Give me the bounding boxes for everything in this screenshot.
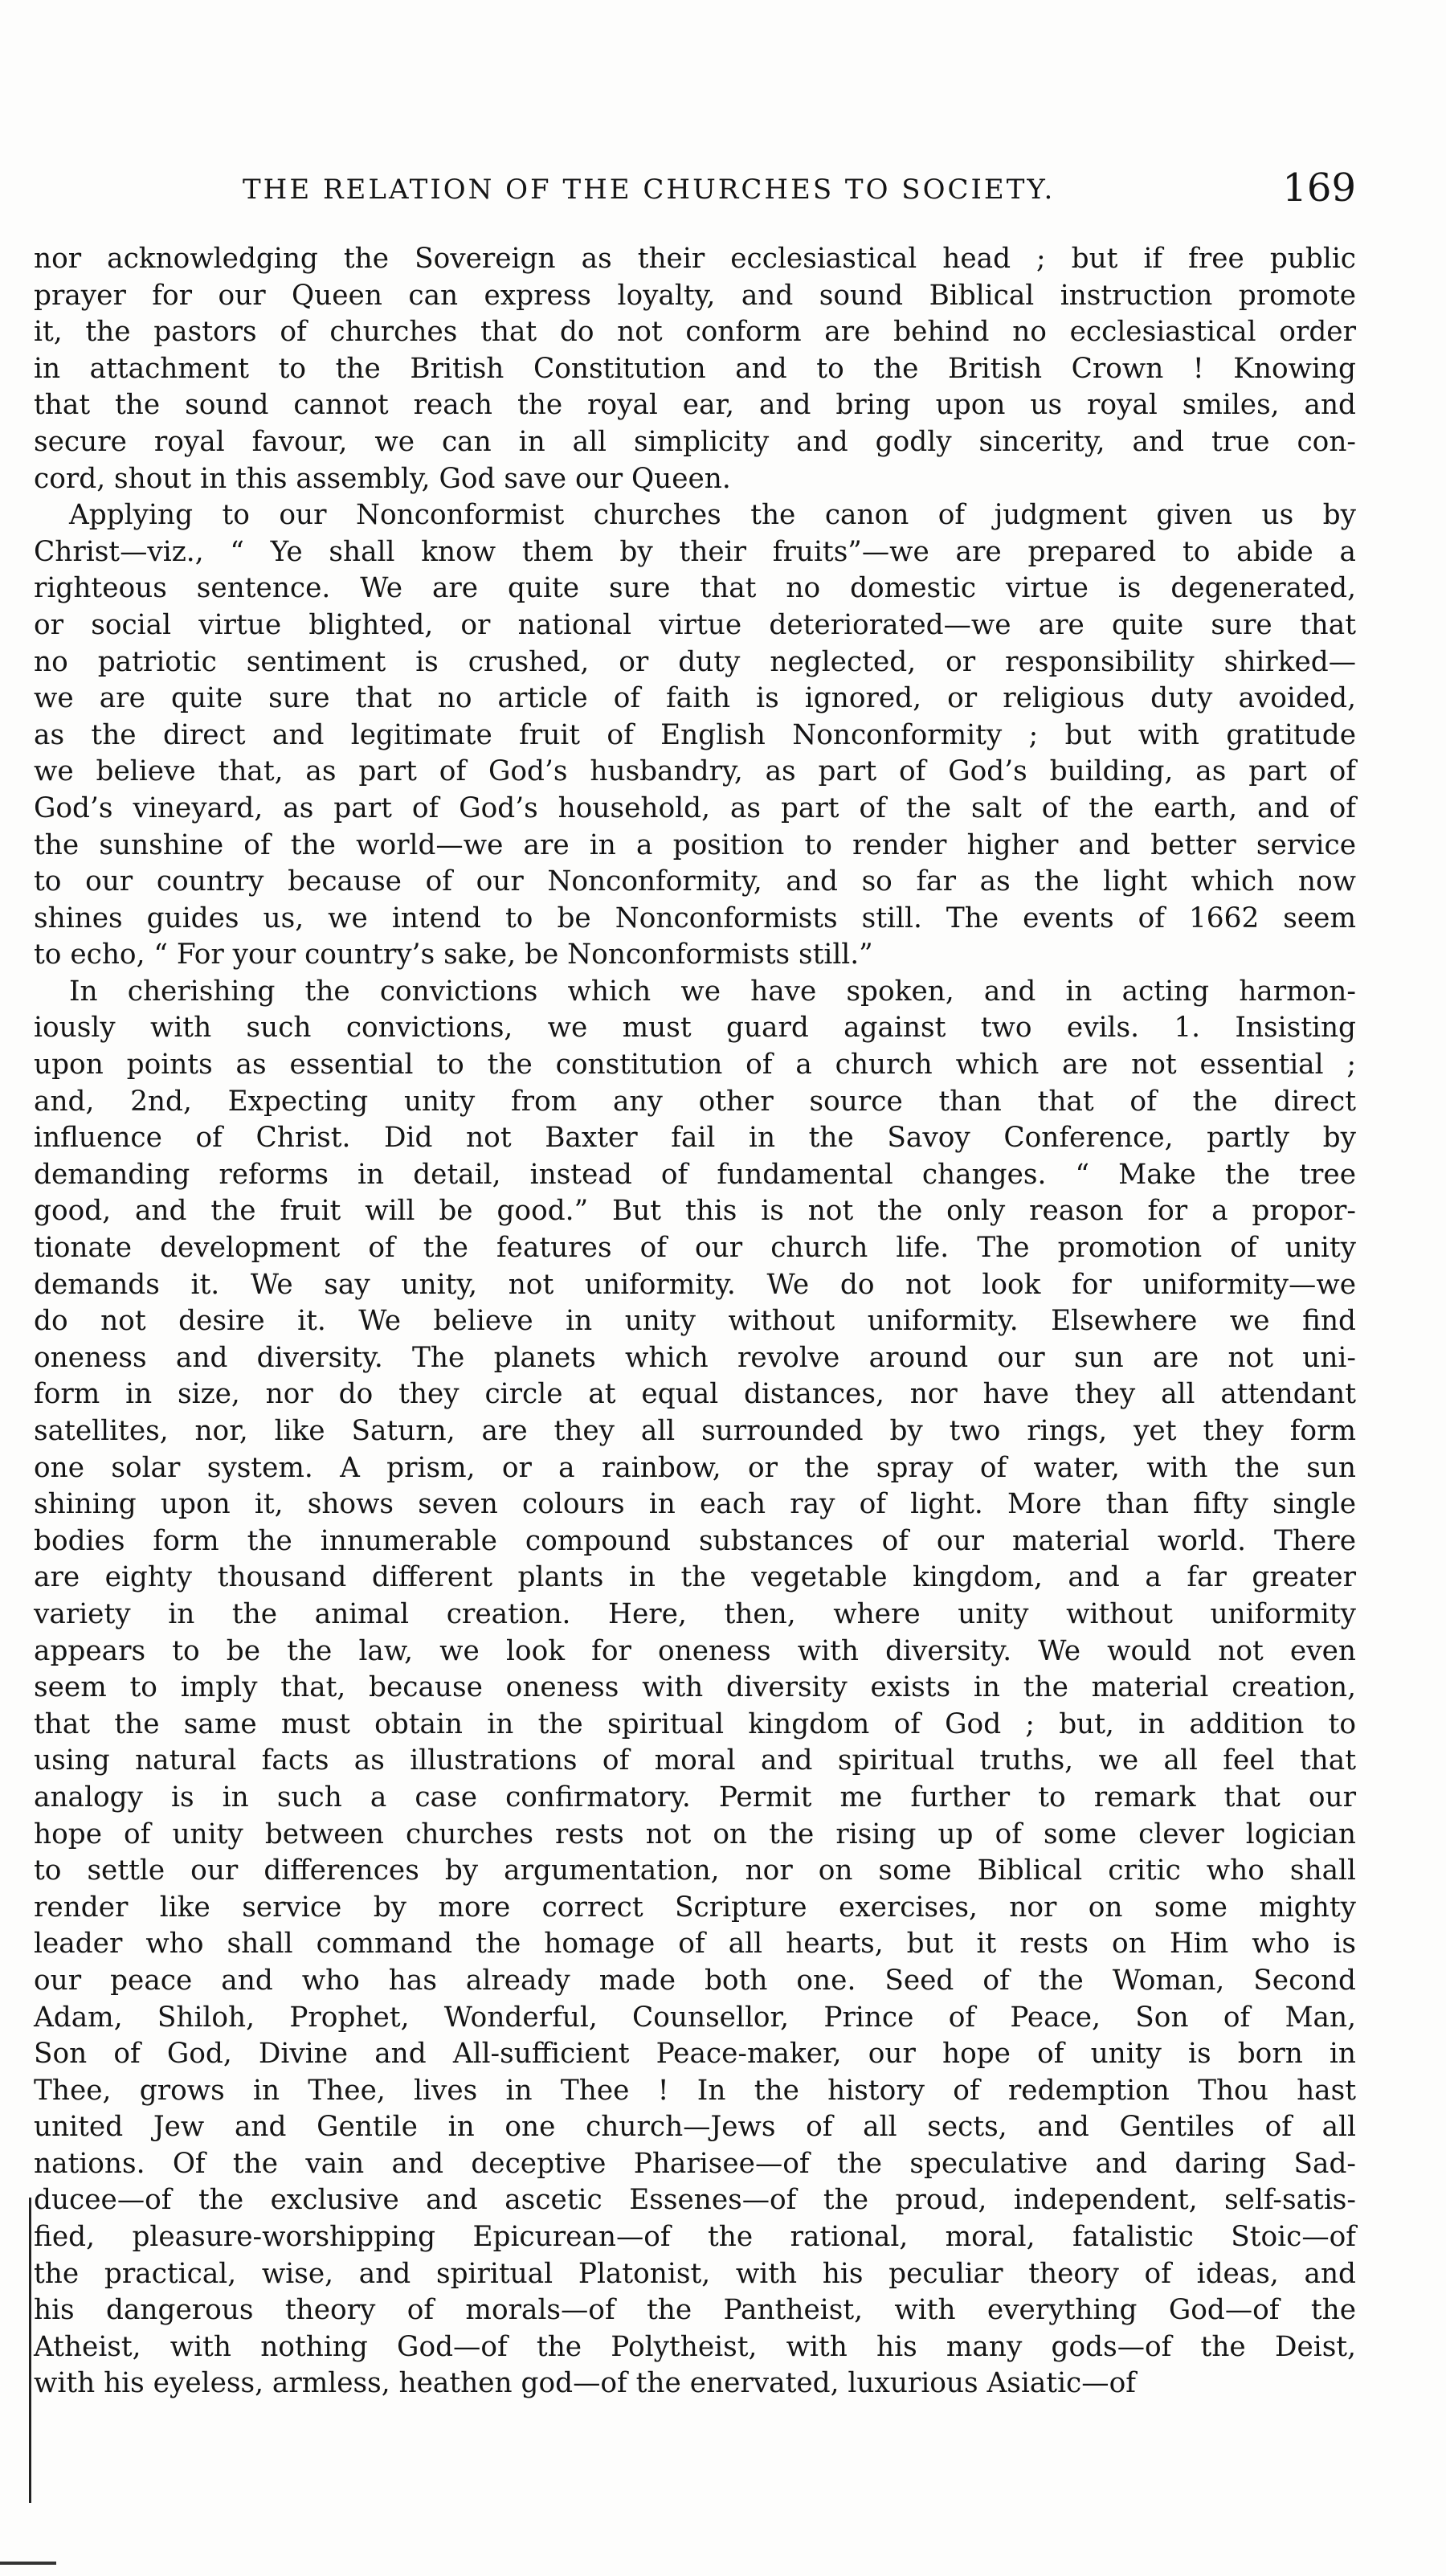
text-line: shines guides us, we intend to be Nonconformists still. The events of 1662 seem bbox=[34, 902, 1356, 934]
text-line: demands it. We say unity, not uniformity. We do not look for uniformity—we bbox=[34, 1268, 1356, 1301]
paragraph bbox=[34, 241, 1356, 497]
text-line: leader who shall command the homage of all hearts, but it rests on Him who is bbox=[34, 1928, 1356, 1961]
text-line: using natural facts as illustrations of moral and spiritual truths, we all feel that bbox=[34, 1744, 1356, 1777]
text-line: as the direct and legitimate fruit of English Nonconformity ; but with gratitude bbox=[34, 718, 1356, 751]
text-line: to our country because of our Nonconformity, and so far as the light which now bbox=[34, 865, 1356, 898]
text-line: Applying to our Nonconformist churches the canon of judgment given us by bbox=[69, 499, 1356, 532]
text-line: to settle our differences by argumentation, nor on some Biblical critic who shall bbox=[34, 1854, 1356, 1887]
text-line: satellites, nor, like Saturn, are they all surrounded by two rings, yet they form bbox=[34, 1415, 1356, 1447]
text-line: Adam, Shiloh, Prophet, Wonderful, Counsellor, Prince of Peace, Son of Man, bbox=[34, 2001, 1356, 2034]
text-line: cord, shout in this assembly, God save our Queen. bbox=[34, 462, 731, 495]
text-line: form in size, nor do they circle at equal distances, nor have they all attendant bbox=[34, 1378, 1356, 1411]
text-line: ducee—of the exclusive and ascetic Essenes—of the proud, independent, self-satis- bbox=[34, 2184, 1356, 2217]
text-line: nor acknowledging the Sovereign as their ecclesiastical head ; but if free public bbox=[34, 243, 1356, 275]
text-line: In cherishing the convictions which we have spoken, and in acting harmon- bbox=[69, 975, 1356, 1008]
text-line: oneness and diversity. The planets which revolve around our sun are not uni- bbox=[34, 1341, 1356, 1374]
text-line: Atheist, with nothing God—of the Polytheist, with his many gods—of the Deist, bbox=[34, 2330, 1356, 2363]
text-line: with his eyeless, armless, heathen god—of the enervated, luxurious Asiatic—of bbox=[34, 2367, 1136, 2400]
page-header bbox=[34, 166, 1356, 217]
text-line: upon points as essential to the constitution of a church which are not essential ; bbox=[34, 1049, 1356, 1082]
text-line: iously with such convictions, we must guard against two evils. 1. Insisting bbox=[34, 1012, 1356, 1045]
paragraph bbox=[34, 974, 1356, 2402]
text-line: nations. Of the vain and deceptive Pharisee—of the speculative and daring Sad- bbox=[34, 2147, 1356, 2180]
text-line: God’s vineyard, as part of God’s household, as part of the salt of the earth, and of bbox=[34, 791, 1356, 824]
text-line: Thee, grows in Thee, lives in Thee ! In the history of redemption Thou hast bbox=[34, 2074, 1356, 2107]
text-line: prayer for our Queen can express loyalty, and sound Biblical instruction promote bbox=[34, 279, 1356, 312]
text-line: righteous sentence. We are quite sure that no domestic virtue is degenerated, bbox=[34, 572, 1356, 605]
text-line: that the sound cannot reach the royal ear, and bring upon us royal smiles, and bbox=[34, 389, 1356, 422]
text-line: our peace and who has already made both one. Seed of the Woman, Second bbox=[34, 1964, 1356, 1997]
text-line: render like service by more correct Scripture exercises, nor on some mighty bbox=[34, 1891, 1356, 1924]
text-line: to echo, “ For your country’s sake, be Nonconformists still.” bbox=[34, 938, 873, 971]
text-line: one solar system. A prism, or a rainbow, or the spray of water, with the sun bbox=[34, 1451, 1356, 1484]
text-line: the practical, wise, and spiritual Platonist, with his peculiar theory of ideas, and bbox=[34, 2257, 1356, 2290]
text-line: tionate development of the features of our church life. The promotion of unity bbox=[34, 1232, 1356, 1265]
text-line: Christ—viz., “ Ye shall know them by their fruits”—we are prepared to abide a bbox=[34, 535, 1356, 568]
text-line: his dangerous theory of morals—of the Pantheist, with everything God—of the bbox=[34, 2294, 1356, 2327]
paragraph bbox=[34, 497, 1356, 974]
text-line: shining upon it, shows seven colours in each ray of light. More than fifty single bbox=[34, 1488, 1356, 1521]
text-line: the sunshine of the world—we are in a position to render higher and better service bbox=[34, 828, 1356, 861]
text-line: that the same must obtain in the spiritual kingdom of God ; but, in addition to bbox=[34, 1707, 1356, 1740]
text-line: influence of Christ. Did not Baxter fail in the Savoy Conference, partly by bbox=[34, 1122, 1356, 1155]
margin-rule bbox=[29, 2198, 31, 2503]
text-line: Son of God, Divine and All-sufficient Peace-maker, our hope of unity is born in bbox=[34, 2038, 1356, 2071]
text-line: it, the pastors of churches that do not conform are behind no ecclesiastical order bbox=[34, 316, 1356, 349]
text-line: we are quite sure that no article of faith is ignored, or religious duty avoided, bbox=[34, 682, 1356, 715]
text-line: bodies form the innumerable compound substances of our material world. There bbox=[34, 1524, 1356, 1557]
running-title: THE RELATION OF THE CHURCHES TO SOCIETY. bbox=[243, 174, 1056, 206]
text-line: no patriotic sentiment is crushed, or duty neglected, or responsibility shirked— bbox=[34, 645, 1356, 678]
text-line: demanding reforms in detail, instead of fundamental changes. “ Make the tree bbox=[34, 1158, 1356, 1191]
text-line: or social virtue blighted, or national virtue deteriorated—we are quite sure that bbox=[34, 608, 1356, 641]
body-text bbox=[34, 241, 1356, 2515]
text-line: united Jew and Gentile in one church—Jews of all sects, and Gentiles of all bbox=[34, 2111, 1356, 2144]
text-line: analogy is in such a case confirmatory. Permit me further to remark that our bbox=[34, 1781, 1356, 1813]
text-line: and, 2nd, Expecting unity from any other source than that of the direct bbox=[34, 1085, 1356, 1118]
text-line: are eighty thousand different plants in the vegetable kingdom, and a far greater bbox=[34, 1561, 1356, 1594]
text-line: hope of unity between churches rests not on the rising up of some clever logician bbox=[34, 1818, 1356, 1850]
page-number: 169 bbox=[1282, 166, 1356, 211]
text-line: in attachment to the British Constitution and to the British Crown ! Knowing bbox=[34, 352, 1356, 385]
text-line: seem to imply that, because oneness with diversity exists in the material creation, bbox=[34, 1671, 1356, 1704]
text-line: variety in the animal creation. Here, then, where unity without uniformity bbox=[34, 1597, 1356, 1630]
text-line: good, and the fruit will be good.” But this is not the only reason for a propor- bbox=[34, 1195, 1356, 1228]
text-line: fied, pleasure-worshipping Epicurean—of the rational, moral, fatalistic Stoic—of bbox=[34, 2221, 1356, 2254]
text-line: secure royal favour, we can in all simplicity and godly sincerity, and true con- bbox=[34, 425, 1356, 458]
bottom-edge-mark bbox=[0, 2562, 56, 2565]
text-line: appears to be the law, we look for oneness with diversity. We would not even bbox=[34, 1634, 1356, 1667]
text-line: we believe that, as part of God’s husbandry, as part of God’s building, as part of bbox=[34, 755, 1356, 788]
text-line: do not desire it. We believe in unity without uniformity. Elsewhere we find bbox=[34, 1305, 1356, 1338]
